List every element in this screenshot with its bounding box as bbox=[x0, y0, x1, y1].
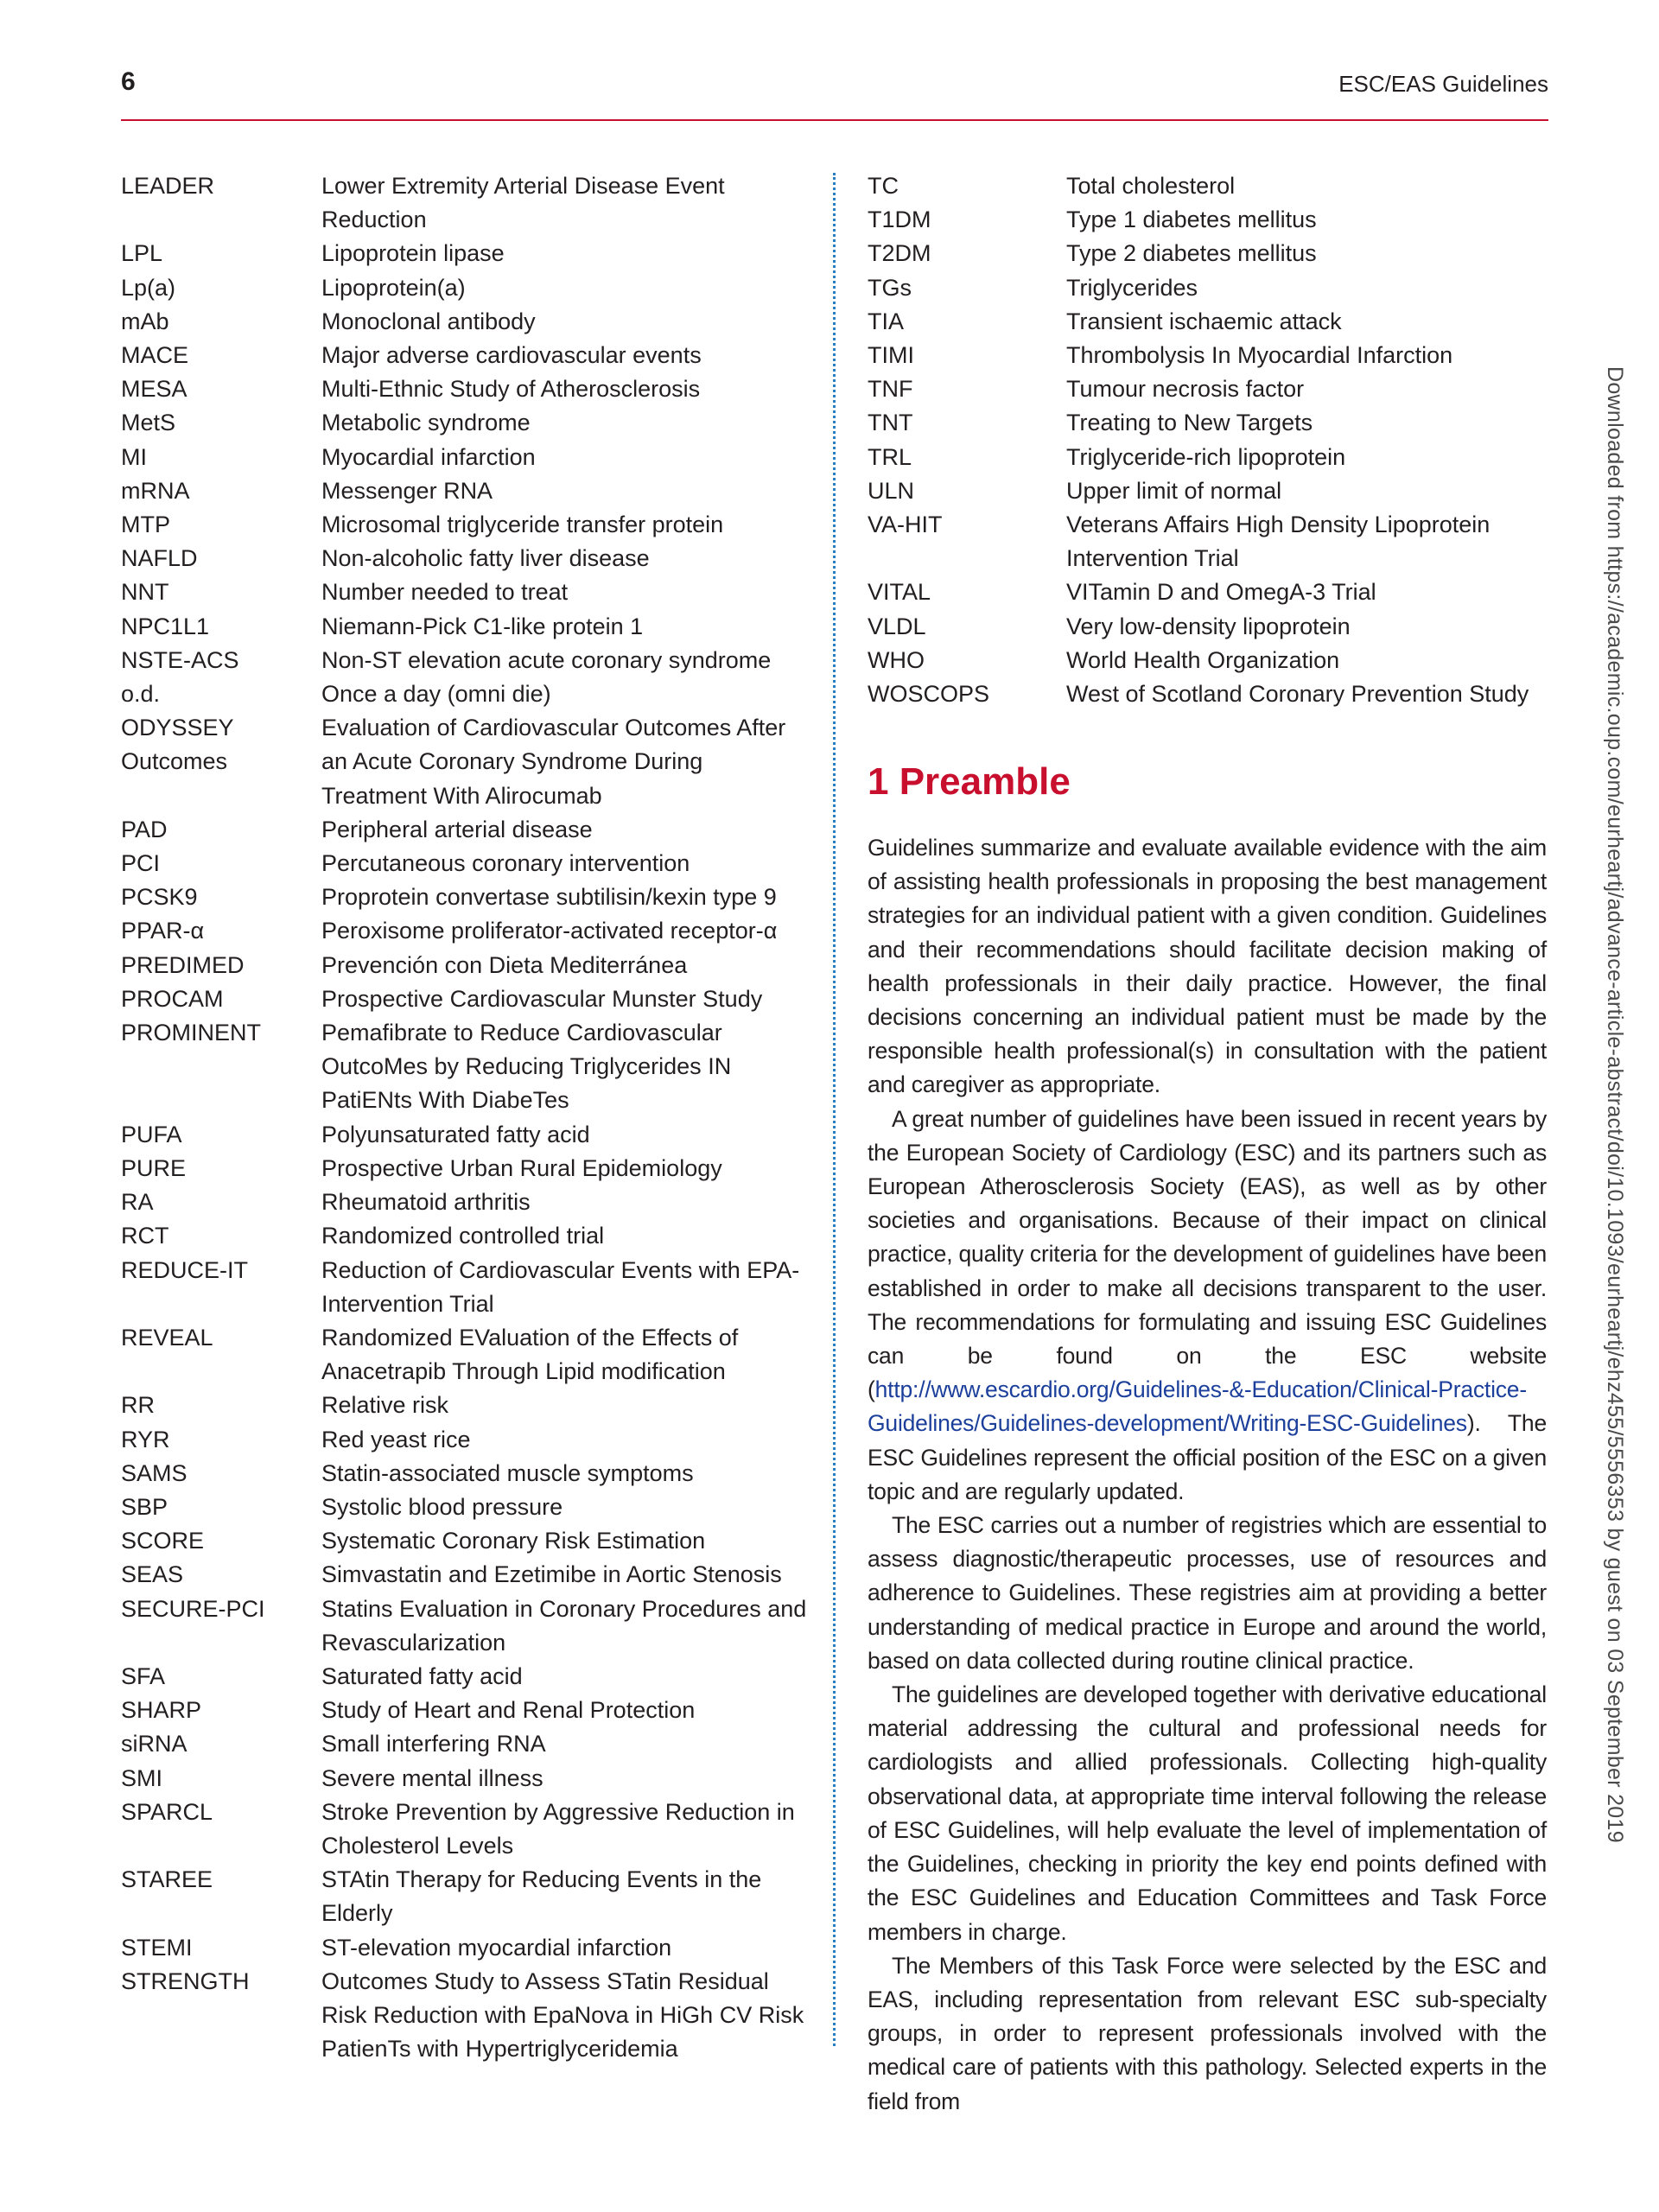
abbreviation-row bbox=[868, 305, 1559, 339]
abbreviation-definition: West of Scotland Coronary Prevention Study bbox=[1066, 681, 1529, 708]
abbreviation-row bbox=[121, 474, 812, 508]
abbreviation-row bbox=[121, 1863, 812, 1930]
abbreviation-row bbox=[121, 1152, 812, 1185]
abbreviation-term: TIA bbox=[868, 308, 905, 334]
abbreviation-definition: Saturated fatty acid bbox=[321, 1662, 523, 1689]
abbreviation-row bbox=[121, 1185, 812, 1219]
abbreviation-term: PUFA bbox=[121, 1121, 182, 1147]
section-heading: 1 Preamble bbox=[868, 760, 1071, 803]
abbreviation-term: SMI bbox=[121, 1764, 163, 1791]
abbreviation-row bbox=[121, 1016, 812, 1118]
abbreviation-row bbox=[121, 1389, 812, 1422]
abbreviation-definition: Type 1 diabetes mellitus bbox=[1066, 207, 1317, 233]
running-head: ESC/EAS Guidelines bbox=[1338, 71, 1548, 97]
abbreviation-definition: Pemafibrate to Reduce Cardiovascular OutcoMes by Reducing Triglycerides IN PatiENts With DiabeTes bbox=[321, 1020, 732, 1114]
abbreviation-row bbox=[868, 203, 1559, 237]
abbreviation-definition: Randomized EValuation of the Effects of Anacetrapib Through Lipid modification bbox=[321, 1324, 739, 1385]
paragraph: The Members of this Task Force were selected by the ESC and EAS, including representation from relevant ESC sub-specialty groups, in order to represent professionals involved with the medical care of patients with this pathology. Selected experts in the field from bbox=[868, 1952, 1547, 2114]
abbreviation-row bbox=[121, 982, 812, 1016]
abbreviation-definition: Messenger RNA bbox=[321, 477, 493, 504]
abbreviation-row bbox=[121, 847, 812, 880]
abbreviation-definition: Major adverse cardiovascular events bbox=[321, 342, 702, 369]
abbreviation-definition: Rheumatoid arthritis bbox=[321, 1189, 531, 1216]
abbreviation-term: MTP bbox=[121, 512, 170, 538]
abbreviation-term: VITAL bbox=[868, 579, 931, 606]
paragraph-text: ). The ESC Guidelines represent the official position of the ESC on a given topic and are regularly updated. bbox=[868, 1410, 1547, 1504]
abbreviation-row bbox=[121, 508, 812, 542]
abbreviation-definition: STAtin Therapy for Reducing Events in the Elderly bbox=[321, 1866, 762, 1927]
abbreviation-definition: Multi-Ethnic Study of Atherosclerosis bbox=[321, 376, 701, 403]
abbreviation-list-left bbox=[121, 169, 812, 2066]
abbreviation-definition: Study of Heart and Renal Protection bbox=[321, 1697, 696, 1724]
abbreviation-term: PAD bbox=[121, 816, 168, 842]
abbreviation-row bbox=[868, 644, 1559, 677]
paragraph: The guidelines are developed together with derivative educational material addressing the cultural and professional needs for cardiologists and allied professionals. Collecting high-quality observational data, at appropriate time interval following the release of ESC Guidelines, will help evaluate the level of implementation of the Guidelines, checking in priority the key end points defined with the ESC Guidelines and Education Committees and Task Force members in charge. bbox=[868, 1681, 1547, 1945]
abbreviation-term: STAREE bbox=[121, 1866, 213, 1893]
abbreviation-definition: Total cholesterol bbox=[1066, 173, 1236, 199]
abbreviation-term: TC bbox=[868, 173, 899, 199]
page-header bbox=[121, 66, 1548, 107]
abbreviation-definition: Red yeast rice bbox=[321, 1426, 471, 1452]
paragraph: The ESC carries out a number of registries which are essential to assess diagnostic/therapeutic processes, use of resources and adherence to Guidelines. These registries aim at providing a better understanding of medical practice in Europe and around the world, based on data collected during routine clinical practice. bbox=[868, 1512, 1547, 1674]
abbreviation-list-right bbox=[868, 169, 1559, 711]
abbreviation-term: PURE bbox=[121, 1154, 187, 1181]
abbreviation-definition: Lower Extremity Arterial Disease Event Reduction bbox=[321, 173, 725, 233]
abbreviation-term: RCT bbox=[121, 1223, 169, 1249]
abbreviation-row bbox=[121, 1762, 812, 1796]
abbreviation-term: SECURE-PCI bbox=[121, 1595, 265, 1622]
abbreviation-definition: Outcomes Study to Assess STatin Residual Risk Reduction with EpaNova in HiGh CV Risk PatienTs with Hypertriglyceridemia bbox=[321, 1967, 804, 2063]
abbreviation-row bbox=[868, 271, 1559, 305]
abbreviation-definition: Relative risk bbox=[321, 1392, 449, 1419]
abbreviation-term: TRL bbox=[868, 443, 912, 470]
abbreviation-term: o.d. bbox=[121, 681, 161, 708]
abbreviation-row bbox=[121, 339, 812, 372]
abbreviation-definition: Upper limit of normal bbox=[1066, 477, 1282, 504]
abbreviation-row bbox=[868, 169, 1559, 203]
abbreviation-term: SHARP bbox=[121, 1697, 202, 1724]
abbreviation-term: SBP bbox=[121, 1493, 168, 1520]
abbreviation-definition: Non-alcoholic fatty liver disease bbox=[321, 545, 650, 572]
abbreviation-term: PCI bbox=[121, 850, 161, 877]
abbreviation-row bbox=[121, 880, 812, 914]
abbreviation-term: SCORE bbox=[121, 1528, 205, 1554]
abbreviation-row bbox=[121, 677, 812, 711]
abbreviation-definition: Systolic blood pressure bbox=[321, 1493, 563, 1520]
abbreviation-term: VA-HIT bbox=[868, 512, 943, 538]
abbreviation-definition: Tumour necrosis factor bbox=[1066, 376, 1305, 403]
abbreviation-definition: Lipoprotein(a) bbox=[321, 274, 466, 301]
abbreviation-term: MACE bbox=[121, 342, 189, 369]
abbreviation-term: Lp(a) bbox=[121, 274, 176, 301]
paragraph bbox=[868, 1103, 1547, 1509]
abbreviation-definition: Microsomal triglyceride transfer protein bbox=[321, 512, 724, 538]
abbreviation-row bbox=[121, 1457, 812, 1491]
abbreviation-row bbox=[121, 813, 812, 847]
abbreviation-row bbox=[121, 1660, 812, 1694]
abbreviation-term: WHO bbox=[868, 646, 925, 673]
abbreviation-term: NPC1L1 bbox=[121, 613, 210, 639]
abbreviation-term: T2DM bbox=[868, 240, 931, 267]
abbreviation-term: VLDL bbox=[868, 613, 926, 639]
abbreviation-definition: VITamin D and OmegA-3 Trial bbox=[1066, 579, 1376, 606]
abbreviation-term: STEMI bbox=[121, 1934, 193, 1961]
abbreviation-definition: Evaluation of Cardiovascular Outcomes After an Acute Coronary Syndrome During Treatment With Alirocumab bbox=[321, 715, 786, 809]
abbreviation-row bbox=[121, 237, 812, 270]
abbreviation-term: WOSCOPS bbox=[868, 681, 990, 708]
abbreviation-term: TGs bbox=[868, 274, 912, 301]
abbreviation-definition: Very low-density lipoprotein bbox=[1066, 613, 1351, 639]
abbreviation-definition: Myocardial infarction bbox=[321, 443, 536, 470]
abbreviation-row bbox=[121, 1423, 812, 1457]
abbreviation-row bbox=[121, 1558, 812, 1592]
abbreviation-definition: Niemann-Pick C1-like protein 1 bbox=[321, 613, 644, 639]
abbreviation-row bbox=[868, 339, 1559, 372]
abbreviation-row bbox=[121, 1694, 812, 1727]
abbreviation-row bbox=[868, 474, 1559, 508]
abbreviation-term: PCSK9 bbox=[121, 884, 198, 911]
column-divider bbox=[833, 173, 836, 2046]
abbreviation-term: SFA bbox=[121, 1662, 166, 1689]
abbreviation-row bbox=[121, 1118, 812, 1152]
abbreviation-row bbox=[121, 1592, 812, 1660]
abbreviation-term: SAMS bbox=[121, 1459, 188, 1486]
abbreviation-term: PREDIMED bbox=[121, 951, 245, 978]
abbreviation-term: TNF bbox=[868, 376, 913, 403]
abbreviation-row bbox=[121, 372, 812, 406]
abbreviation-definition: Once a day (omni die) bbox=[321, 681, 551, 708]
abbreviation-row bbox=[868, 406, 1559, 440]
abbreviation-row bbox=[121, 1219, 812, 1253]
abbreviation-definition: Thrombolysis In Myocardial Infarction bbox=[1066, 342, 1453, 369]
abbreviation-term: TIMI bbox=[868, 342, 914, 369]
abbreviation-row bbox=[121, 644, 812, 677]
abbreviation-term: mAb bbox=[121, 308, 169, 334]
abbreviation-definition: Reduction of Cardiovascular Events with EPA-Intervention Trial bbox=[321, 1256, 800, 1317]
abbreviation-row bbox=[868, 372, 1559, 406]
abbreviation-row bbox=[868, 441, 1559, 474]
abbreviation-row bbox=[121, 1254, 812, 1321]
abbreviation-row bbox=[121, 305, 812, 339]
abbreviation-definition: Peripheral arterial disease bbox=[321, 816, 593, 842]
abbreviation-row bbox=[121, 406, 812, 440]
abbreviation-definition: Metabolic syndrome bbox=[321, 410, 531, 436]
abbreviation-definition: Percutaneous coronary intervention bbox=[321, 850, 690, 877]
paragraph-text: A great number of guidelines have been issued in recent years by the European Society of Cardiology (ESC) and its partners such as European Atherosclerosis Society (EAS), as well as by other societies and organisations. Because of their impact on clinical practice, quality criteria for the development of guidelines have been established in order to make all decisions transparent to the user. The recommendations for formulating and issuing ESC Guidelines can be found on the ESC website ( bbox=[868, 1105, 1547, 1403]
abbreviation-term: MESA bbox=[121, 376, 188, 403]
abbreviation-term: ULN bbox=[868, 477, 915, 504]
abbreviation-row bbox=[868, 508, 1559, 575]
abbreviation-row bbox=[121, 1491, 812, 1524]
abbreviation-row bbox=[121, 1965, 812, 2067]
abbreviation-definition: Veterans Affairs High Density Lipoprotein Intervention Trial bbox=[1066, 512, 1491, 572]
abbreviation-definition: Proprotein convertase subtilisin/kexin type 9 bbox=[321, 884, 777, 911]
abbreviation-definition: Severe mental illness bbox=[321, 1764, 543, 1791]
paragraph: Guidelines summarize and evaluate available evidence with the aim of assisting health professionals in proposing the best management strategies for an individual patient with a given condition. Guidelines and their recommendations should facilitate decision making of health professionals in their daily practice. However, the final decisions concerning an individual patient must be made by the responsible health professional(s) in consultation with the patient and caregiver as appropriate. bbox=[868, 835, 1547, 1098]
abbreviation-row bbox=[121, 610, 812, 644]
esc-guidelines-link[interactable]: http://www.escardio.org/Guidelines-&-Education/Clinical-Practice-Guidelines/Guidelines-development/Writing-ESC-Guidelines bbox=[868, 1376, 1527, 1437]
abbreviation-row bbox=[121, 1931, 812, 1965]
abbreviation-definition: Non-ST elevation acute coronary syndrome bbox=[321, 646, 772, 673]
abbreviation-row bbox=[121, 542, 812, 575]
abbreviation-row bbox=[121, 575, 812, 609]
abbreviation-term: PROCAM bbox=[121, 985, 224, 1012]
abbreviation-term: NSTE-ACS bbox=[121, 646, 239, 673]
header-rule bbox=[121, 119, 1548, 121]
abbreviation-definition: Triglyceride-rich lipoprotein bbox=[1066, 443, 1346, 470]
abbreviation-term: RR bbox=[121, 1392, 155, 1419]
abbreviation-definition: Prevención con Dieta Mediterránea bbox=[321, 951, 688, 978]
abbreviation-definition: Lipoprotein lipase bbox=[321, 240, 505, 267]
abbreviation-row bbox=[868, 677, 1559, 711]
abbreviation-definition: Peroxisome proliferator-activated receptor-α bbox=[321, 918, 778, 944]
abbreviation-definition: Treating to New Targets bbox=[1066, 410, 1313, 436]
abbreviation-row bbox=[121, 914, 812, 948]
abbreviation-term: RA bbox=[121, 1189, 154, 1216]
abbreviation-term: PPAR-α bbox=[121, 918, 205, 944]
abbreviation-row bbox=[121, 1796, 812, 1863]
abbreviation-row bbox=[121, 169, 812, 237]
abbreviation-term: TNT bbox=[868, 410, 913, 436]
abbreviation-term: T1DM bbox=[868, 207, 931, 233]
abbreviation-term: STRENGTH bbox=[121, 1967, 250, 1994]
abbreviation-term: ODYSSEY Outcomes bbox=[121, 715, 234, 775]
abbreviation-term: SEAS bbox=[121, 1561, 184, 1588]
abbreviation-row bbox=[868, 575, 1559, 609]
abbreviation-term: NNT bbox=[121, 579, 169, 606]
abbreviation-definition: Number needed to treat bbox=[321, 579, 569, 606]
abbreviation-definition: Prospective Urban Rural Epidemiology bbox=[321, 1154, 722, 1181]
abbreviation-row bbox=[121, 1321, 812, 1389]
abbreviation-term: SPARCL bbox=[121, 1798, 213, 1825]
abbreviation-definition: Monoclonal antibody bbox=[321, 308, 536, 334]
abbreviation-definition: Stroke Prevention by Aggressive Reduction in Cholesterol Levels bbox=[321, 1798, 795, 1859]
abbreviation-definition: World Health Organization bbox=[1066, 646, 1340, 673]
preamble-body bbox=[868, 831, 1547, 2119]
abbreviation-term: siRNA bbox=[121, 1731, 188, 1758]
abbreviation-definition: Systematic Coronary Risk Estimation bbox=[321, 1528, 706, 1554]
download-watermark: Downloaded from https://academic.oup.com/eurheartj/advance-article-abstract/doi/10.1093/eurheartj/ehz455/5556353 by guest on 03 September 2019 bbox=[1603, 366, 1627, 1843]
abbreviation-definition: ST-elevation myocardial infarction bbox=[321, 1934, 672, 1961]
abbreviation-term: RYR bbox=[121, 1426, 170, 1452]
abbreviation-row bbox=[121, 1524, 812, 1558]
abbreviation-row bbox=[121, 271, 812, 305]
abbreviation-row bbox=[868, 610, 1559, 644]
abbreviation-term: PROMINENT bbox=[121, 1020, 261, 1046]
abbreviation-definition: Statins Evaluation in Coronary Procedures and Revascularization bbox=[321, 1595, 807, 1656]
abbreviation-definition: Type 2 diabetes mellitus bbox=[1066, 240, 1317, 267]
abbreviation-definition: Randomized controlled trial bbox=[321, 1223, 605, 1249]
abbreviation-definition: Polyunsaturated fatty acid bbox=[321, 1121, 590, 1147]
abbreviation-term: REDUCE-IT bbox=[121, 1256, 248, 1283]
abbreviation-term: NAFLD bbox=[121, 545, 198, 572]
abbreviation-row bbox=[121, 949, 812, 982]
abbreviation-definition: Statin-associated muscle symptoms bbox=[321, 1459, 694, 1486]
abbreviation-term: LEADER bbox=[121, 173, 215, 199]
page-number: 6 bbox=[121, 67, 136, 96]
abbreviation-row bbox=[121, 1727, 812, 1761]
abbreviation-term: REVEAL bbox=[121, 1324, 213, 1351]
abbreviation-row bbox=[121, 441, 812, 474]
abbreviation-definition: Transient ischaemic attack bbox=[1066, 308, 1342, 334]
abbreviation-term: MetS bbox=[121, 410, 176, 436]
abbreviation-term: LPL bbox=[121, 240, 163, 267]
abbreviation-row bbox=[121, 711, 812, 813]
abbreviation-term: mRNA bbox=[121, 477, 190, 504]
abbreviation-definition: Triglycerides bbox=[1066, 274, 1198, 301]
abbreviation-definition: Simvastatin and Ezetimibe in Aortic Stenosis bbox=[321, 1561, 782, 1588]
abbreviation-definition: Small interfering RNA bbox=[321, 1731, 546, 1758]
abbreviation-definition: Prospective Cardiovascular Munster Study bbox=[321, 985, 763, 1012]
abbreviation-term: MI bbox=[121, 443, 147, 470]
abbreviation-row bbox=[868, 237, 1559, 270]
